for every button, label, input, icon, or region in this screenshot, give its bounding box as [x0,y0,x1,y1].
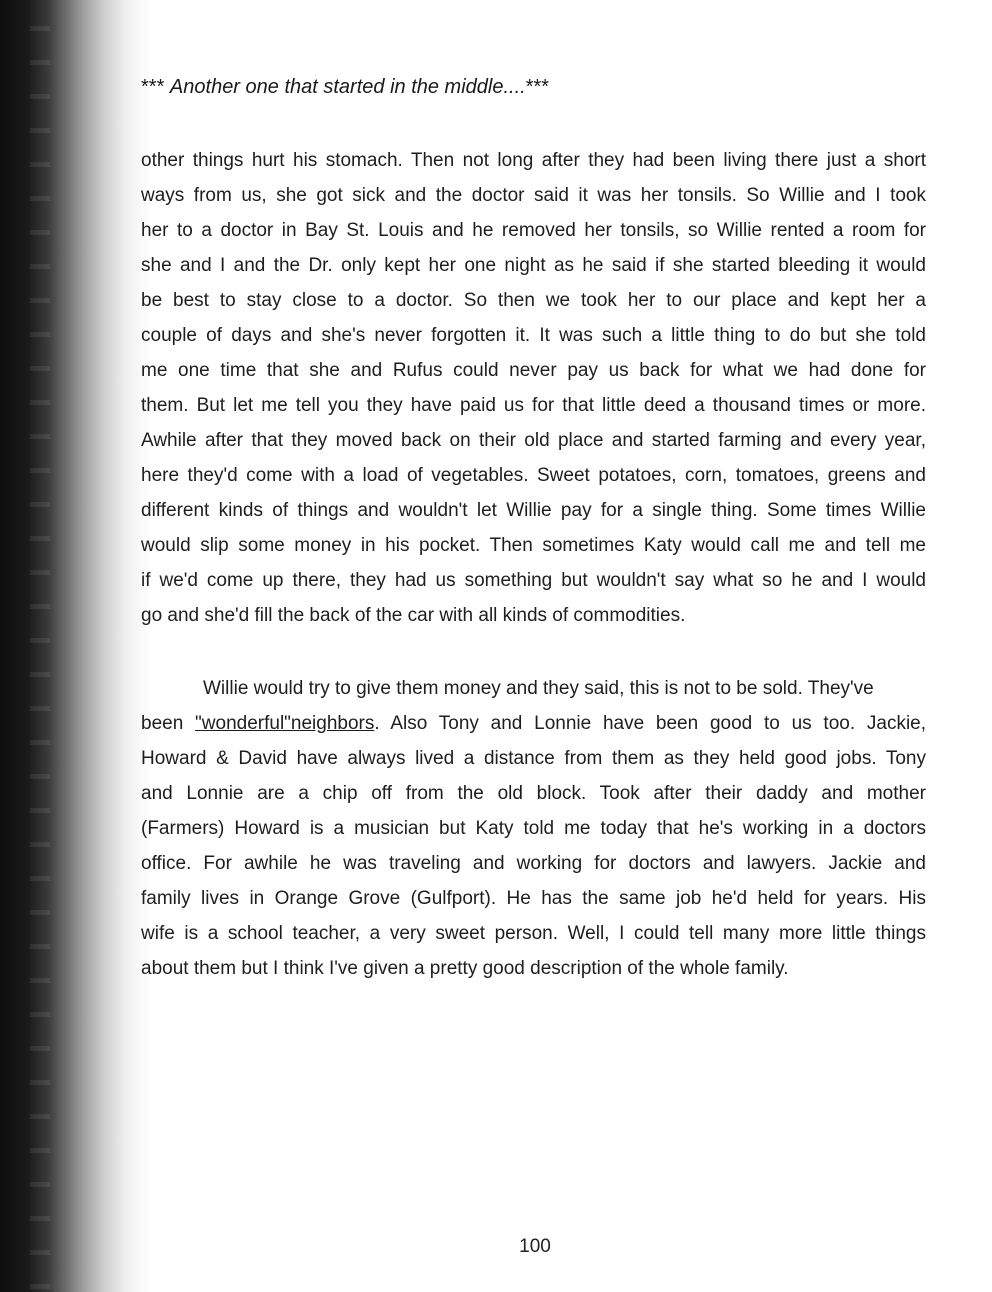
text-fragment: been [141,713,196,734]
text-line: about them but I think I've given a pretty good description of the whole family. [141,958,789,979]
text-line: would slip some money in his pocket. Then sometimes Katy would call me and tell me [141,535,926,556]
heading-stars-left: *** [141,76,165,98]
text-line: be best to stay close to a doctor. So then we took her to our place and kept her a [141,290,926,311]
text-line: wife is a school teacher, a very sweet person. Well, I could tell many more little things [141,923,926,944]
text-line-with-underline [141,706,926,741]
text-line: ways from us, she got sick and the doctor said it was her tonsils. So Willie and I took [141,185,926,206]
page-number: 100 [519,1236,551,1257]
text-line: here they'd come with a load of vegetables. Sweet potatoes, corn, tomatoes, greens and [141,465,926,486]
text-line: if we'd come up there, they had us something but wouldn't say what so he and I would [141,570,926,591]
text-line: me one time that she and Rufus could never pay us back for what we had done for [141,360,926,381]
heading-stars-right: *** [525,76,550,98]
text-fragment: . Also Tony and Lonnie have been good to us too. Jackie, [374,713,927,734]
text-line: and Lonnie are a chip off from the old block. Took after their daddy and mother [141,783,926,804]
text-line: other things hurt his stomach. Then not long after they had been living there just a short [141,150,926,171]
text-line: Willie would try to give them money and they said, this is not to be sold. They've [203,678,874,699]
text-line: (Farmers) Howard is a musician but Katy told me today that he's working in a doctors [141,818,926,839]
binding-holes [30,0,50,1292]
text-line: go and she'd fill the back of the car with all kinds of commodities. [141,605,686,626]
text-line: Howard & David have always lived a distance from them as they held good jobs. Tony [141,748,926,769]
paragraph-1 [141,143,926,633]
text-line: her to a doctor in Bay St. Louis and he removed her tonsils, so Willie rented a room for [141,220,926,241]
text-line: family lives in Orange Grove (Gulfport). He has the same job he'd held for years. His [141,888,926,909]
underlined-phrase: "wonderful"neighbors [195,713,375,734]
heading-text: Another one that started in the middle.... [169,76,526,98]
paragraph-2 [141,671,926,986]
binding-shadow [0,0,150,1292]
section-heading [141,76,549,99]
text-line: couple of days and she's never forgotten it. It was such a little thing to do but she told [141,325,926,346]
text-line: Awhile after that they moved back on their old place and started farming and every year, [141,430,926,451]
text-line: different kinds of things and wouldn't let Willie pay for a single thing. Some times Willie [141,500,926,521]
text-line: office. For awhile he was traveling and working for doctors and lawyers. Jackie and [141,853,926,874]
text-line: them. But let me tell you they have paid us for that little deed a thousand times or more. [141,395,926,416]
text-line: she and I and the Dr. only kept her one night as he said if she started bleeding it would [141,255,926,276]
